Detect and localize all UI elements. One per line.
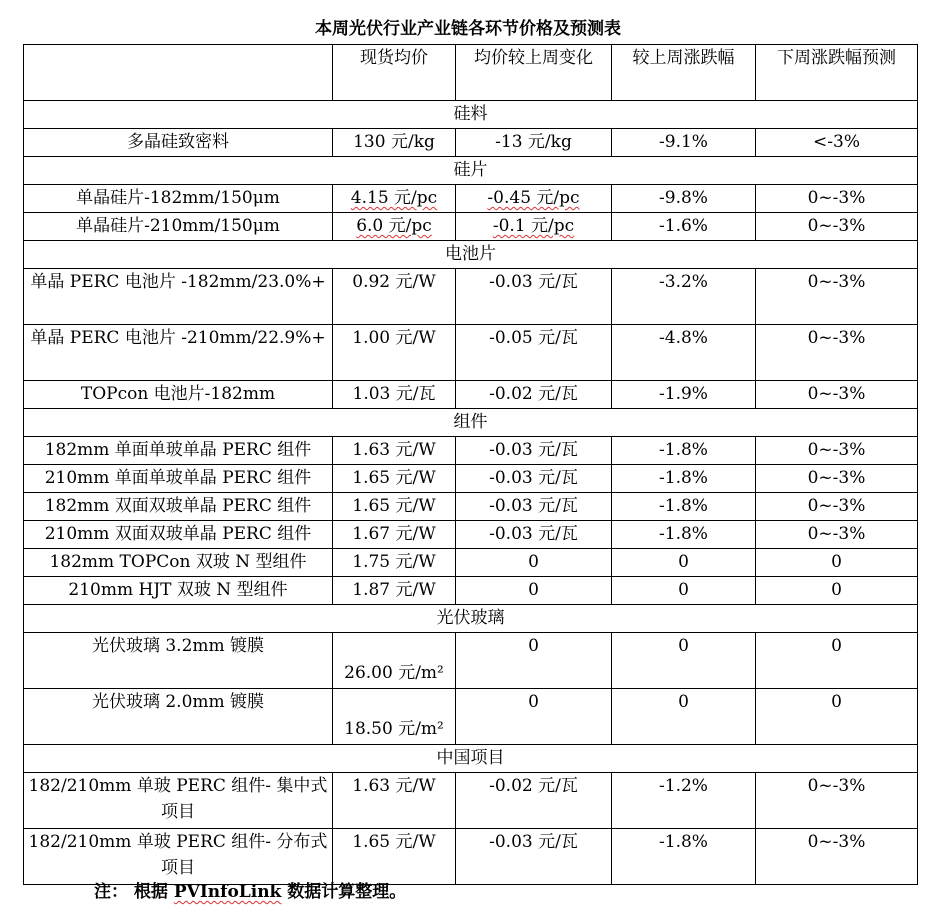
pct-cell: -1.8% — [612, 493, 756, 521]
pct-cell: -1.8% — [612, 465, 756, 493]
change-cell: -0.03 元/瓦 — [456, 829, 612, 885]
price-cell: 1.75 元/W — [333, 549, 456, 577]
product-cell: 182mm TOPCon 双玻 N 型组件 — [24, 549, 333, 577]
table-row — [24, 549, 918, 577]
note-text-b: 数据计算整理。 — [281, 882, 407, 902]
product-cell: 182/210mm 单玻 PERC 组件- 集中式项目 — [24, 773, 333, 829]
pct-cell: 0 — [612, 689, 756, 745]
section-row — [24, 745, 918, 773]
note-brand: PVInfoLink — [173, 882, 282, 902]
section-label: 组件 — [24, 409, 918, 437]
forecast-cell: 0~-3% — [756, 437, 918, 465]
table-row — [24, 689, 918, 745]
forecast-cell: <-3% — [756, 129, 918, 157]
header-cell: 现货均价 — [333, 45, 456, 101]
price-cell: 1.65 元/W — [333, 829, 456, 885]
table-row — [24, 633, 918, 689]
product-cell: 182/210mm 单玻 PERC 组件- 分布式项目 — [24, 829, 333, 885]
change-cell: -0.03 元/瓦 — [456, 493, 612, 521]
section-row — [24, 409, 918, 437]
header-cell — [24, 45, 333, 101]
change-cell: 0 — [456, 577, 612, 605]
table-row — [24, 465, 918, 493]
note-text-a: 根据 — [133, 882, 174, 902]
product-cell: 多晶硅致密料 — [24, 129, 333, 157]
forecast-cell: 0 — [756, 689, 918, 745]
section-row — [24, 605, 918, 633]
change-cell: 0 — [456, 689, 612, 745]
product-cell: 210mm 双面双玻单晶 PERC 组件 — [24, 521, 333, 549]
price-cell: 0.92 元/W — [333, 269, 456, 325]
note-prefix: 注： — [94, 882, 128, 902]
pct-cell: -1.8% — [612, 829, 756, 885]
forecast-cell: 0~-3% — [756, 381, 918, 409]
change-cell: -0.03 元/瓦 — [456, 269, 612, 325]
pct-cell: -1.6% — [612, 213, 756, 241]
forecast-cell: 0 — [756, 633, 918, 689]
table-row — [24, 129, 918, 157]
product-cell: 单晶 PERC 电池片 -182mm/23.0%+ — [24, 269, 333, 325]
pct-cell: -9.1% — [612, 129, 756, 157]
product-cell: 单晶硅片-182mm/150μm — [24, 185, 333, 213]
pct-cell: -1.9% — [612, 381, 756, 409]
product-cell: 单晶 PERC 电池片 -210mm/22.9%+ — [24, 325, 333, 381]
table-title: 本周光伏行业产业链各环节价格及预测表 — [315, 19, 621, 39]
forecast-cell: 0~-3% — [756, 829, 918, 885]
change-cell: -0.03 元/瓦 — [456, 437, 612, 465]
header-cell: 下周涨跌幅预测 — [756, 45, 918, 101]
change-cell: 0 — [456, 633, 612, 689]
price-cell: 1.65 元/W — [333, 465, 456, 493]
header-cell: 较上周涨跌幅 — [612, 45, 756, 101]
forecast-cell: 0~-3% — [756, 213, 918, 241]
pct-cell: 0 — [612, 577, 756, 605]
pct-cell: -3.2% — [612, 269, 756, 325]
forecast-cell: 0~-3% — [756, 521, 918, 549]
product-cell: 光伏玻璃 3.2mm 镀膜 — [24, 633, 333, 689]
product-cell: 单晶硅片-210mm/150μm — [24, 213, 333, 241]
section-label: 中国项目 — [24, 745, 918, 773]
source-note — [94, 880, 406, 904]
section-label: 光伏玻璃 — [24, 605, 918, 633]
product-cell: 182mm 双面双玻单晶 PERC 组件 — [24, 493, 333, 521]
product-cell: TOPcon 电池片-182mm — [24, 381, 333, 409]
product-cell: 182mm 单面单玻单晶 PERC 组件 — [24, 437, 333, 465]
table-row — [24, 773, 918, 829]
forecast-cell: 0 — [756, 577, 918, 605]
header-cell: 均价较上周变化 — [456, 45, 612, 101]
change-cell: -0.03 元/瓦 — [456, 465, 612, 493]
price-cell: 18.50 元/m² — [333, 689, 456, 745]
change-cell: -13 元/kg — [456, 129, 612, 157]
change-cell: -0.1 元/pc — [456, 213, 612, 241]
table-row — [24, 185, 918, 213]
pct-cell: 0 — [612, 549, 756, 577]
product-cell: 光伏玻璃 2.0mm 镀膜 — [24, 689, 333, 745]
price-cell: 130 元/kg — [333, 129, 456, 157]
change-cell: -0.03 元/瓦 — [456, 521, 612, 549]
header-row — [24, 45, 918, 101]
change-cell: -0.02 元/瓦 — [456, 773, 612, 829]
change-cell: -0.02 元/瓦 — [456, 381, 612, 409]
price-cell: 26.00 元/m² — [333, 633, 456, 689]
product-cell: 210mm HJT 双玻 N 型组件 — [24, 577, 333, 605]
price-cell: 1.63 元/W — [333, 773, 456, 829]
table-row — [24, 577, 918, 605]
price-table — [23, 44, 918, 885]
section-row — [24, 101, 918, 129]
price-cell: 4.15 元/pc — [333, 185, 456, 213]
price-cell: 1.00 元/W — [333, 325, 456, 381]
section-label: 电池片 — [24, 241, 918, 269]
forecast-cell: 0 — [756, 549, 918, 577]
pct-cell: -1.8% — [612, 521, 756, 549]
pct-cell: -9.8% — [612, 185, 756, 213]
table-row — [24, 493, 918, 521]
price-cell: 1.65 元/W — [333, 493, 456, 521]
pct-cell: -4.8% — [612, 325, 756, 381]
forecast-cell: 0~-3% — [756, 493, 918, 521]
table-row — [24, 269, 918, 325]
change-cell: -0.45 元/pc — [456, 185, 612, 213]
price-cell: 1.87 元/W — [333, 577, 456, 605]
forecast-cell: 0~-3% — [756, 325, 918, 381]
change-cell: 0 — [456, 549, 612, 577]
section-label: 硅片 — [24, 157, 918, 185]
forecast-cell: 0~-3% — [756, 185, 918, 213]
forecast-cell: 0~-3% — [756, 269, 918, 325]
product-cell: 210mm 单面单玻单晶 PERC 组件 — [24, 465, 333, 493]
table-row — [24, 437, 918, 465]
table-row — [24, 325, 918, 381]
forecast-cell: 0~-3% — [756, 773, 918, 829]
pct-cell: -1.2% — [612, 773, 756, 829]
table-row — [24, 829, 918, 885]
price-cell: 1.63 元/W — [333, 437, 456, 465]
forecast-cell: 0~-3% — [756, 465, 918, 493]
change-cell: -0.05 元/瓦 — [456, 325, 612, 381]
table-row — [24, 213, 918, 241]
section-row — [24, 241, 918, 269]
pct-cell: 0 — [612, 633, 756, 689]
pct-cell: -1.8% — [612, 437, 756, 465]
section-label: 硅料 — [24, 101, 918, 129]
price-cell: 1.03 元/瓦 — [333, 381, 456, 409]
table-row — [24, 521, 918, 549]
table-row — [24, 381, 918, 409]
price-cell: 1.67 元/W — [333, 521, 456, 549]
section-row — [24, 157, 918, 185]
price-cell: 6.0 元/pc — [333, 213, 456, 241]
